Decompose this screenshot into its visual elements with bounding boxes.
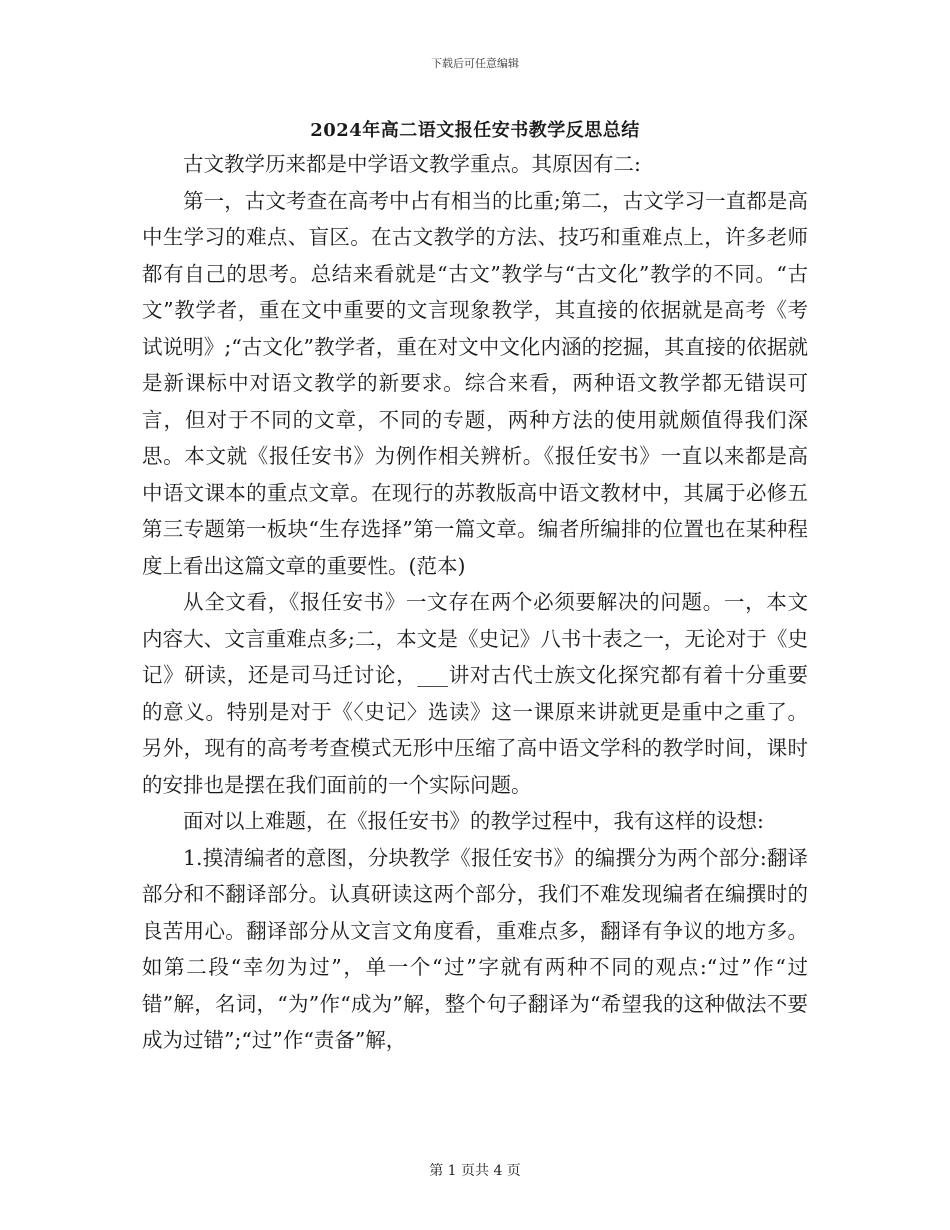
page-number: 第 1 页共 4 页 xyxy=(429,1163,521,1179)
document-body xyxy=(142,146,808,1059)
page-header: 下载后可任意编辑 xyxy=(431,57,519,70)
document-title: 2024年高二语文报任安书教学反思总结 xyxy=(310,120,640,141)
paragraph-intro: 古文教学历来都是中学语文教学重点。其原因有二: xyxy=(183,152,641,176)
paragraph-plan-intro: 面对以上难题，在《报任安书》的教学过程中，我有这样的设想: xyxy=(183,809,764,833)
paragraph-problems: 从全文看，《报任安书》一文存在两个必须要解决的问题。一，本文内容大、文言重难点多;二，本文是《史记》八书十表之一，无论对于《史记》研读，还是司马迁讨论，___讲对古代士族文化探究都有着十分重要的意义。特别是对于《〈史记〉选读》这一课原来讲就更是重中之重了。另外，现有的高考考查模式无形中压缩了高中语文学科的教学时间，课时的安排也是摆在我们面前的一个实际问题。 xyxy=(142,590,808,797)
paragraph-plan-item-1: 1.摸清编者的意图，分块教学《报任安书》的编撰分为两个部分:翻译部分和不翻译部分。认真研读这两个部分，我们不难发现编者在编撰时的良苦用心。翻译部分从文言文角度看，重难点多，翻译有争议的地方多。如第二段“幸勿为过”，单一个“过”字就有两种不同的观点:“过”作“过错”解，名词，“为”作“成为”解，整个句子翻译为“希望我的这种做法不要成为过错”;“过”作“责备”解， xyxy=(142,845,808,1052)
paragraph-reasons: 第一，古文考查在高考中占有相当的比重;第二，古文学习一直都是高中生学习的难点、盲区。在古文教学的方法、技巧和重难点上，许多老师都有自己的思考。总结来看就是“古文”教学与“古文化”教学的不同。“古文”教学者，重在文中重要的文言现象教学，其直接的依据就是高考《考试说明》;“古文化”教学者，重在对文中文化内涵的挖掘，其直接的依据就是新课标中对语文教学的新要求。综合来看，两种语文教学都无错误可言，但对于不同的文章，不同的专题，两种方法的使用就颇值得我们深思。本文就《报任安书》为例作相关辨析。《报任安书》一直以来都是高中语文课本的重点文章。在现行的苏教版高中语文教材中，其属于必修五第三专题第一板块“生存选择”第一篇文章。编者所编排的位置也在某种程度上看出这篇文章的重要性。(范本) xyxy=(142,188,808,578)
